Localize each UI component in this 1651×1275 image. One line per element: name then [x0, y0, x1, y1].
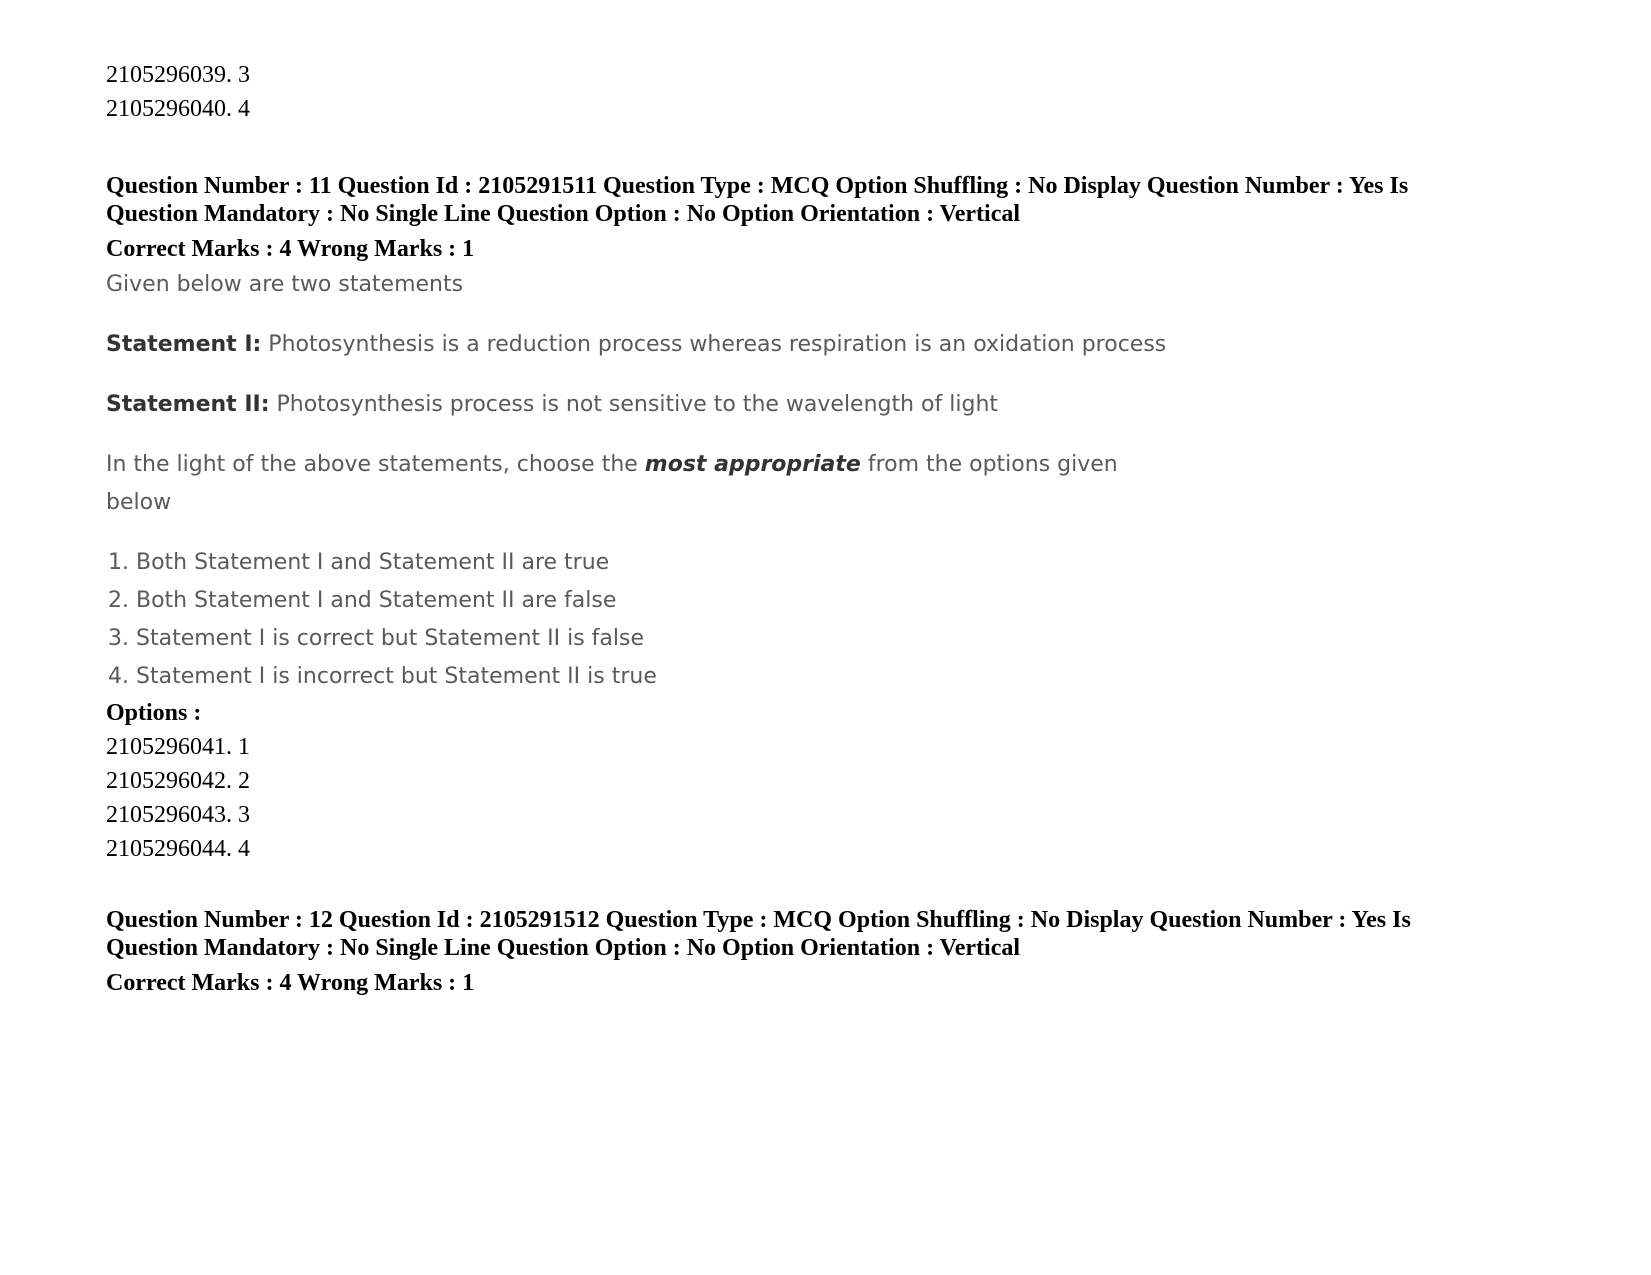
question-intro: Given below are two statements [106, 272, 464, 297]
options-list [106, 730, 1546, 866]
question-meta: Question Number : 11 Question Id : 2105291511 Question Type : MCQ Option Shuffling : No Display Question Number : Yes Is [106, 173, 1409, 199]
option-line: 2105296039. 3 [106, 62, 250, 88]
statement-1-label: Statement I: [106, 332, 262, 357]
answer-choice: 4. Statement I is incorrect but Statement II is true [136, 658, 1546, 696]
instruction-emphasis: most appropriate [644, 452, 861, 477]
option-line: 2105296042. 2 [106, 768, 250, 794]
answer-choice: 2. Both Statement I and Statement II are false [136, 582, 1546, 620]
question-meta: Question Mandatory : No Single Line Question Option : No Option Orientation : Vertical [106, 201, 1021, 227]
answer-choice: 1. Both Statement I and Statement II are true [136, 544, 1546, 582]
statement-2-text: Photosynthesis process is not sensitive to the wavelength of light [269, 392, 999, 417]
document-page [106, 58, 1546, 1000]
answer-choice: 3. Statement I is correct but Statement II is false [136, 620, 1546, 658]
statement-2-label: Statement II: [106, 392, 270, 417]
options-label: Options : [106, 700, 202, 726]
option-line: 2105296043. 3 [106, 802, 250, 828]
question-instruction-continued: below [106, 490, 172, 515]
question-12 [106, 906, 1546, 1000]
question-meta: Question Number : 12 Question Id : 2105291512 Question Type : MCQ Option Shuffling : No Display Question Number : Yes Is [106, 907, 1411, 933]
question-11 [106, 172, 1546, 866]
question-marks: Correct Marks : 4 Wrong Marks : 1 [106, 970, 475, 996]
question-body [106, 266, 1546, 696]
question-marks: Correct Marks : 4 Wrong Marks : 1 [106, 236, 475, 262]
option-line: 2105296044. 4 [106, 836, 250, 862]
instruction-text: from the options given [860, 452, 1118, 477]
statement-2 [106, 386, 1546, 424]
statement-1-text: Photosynthesis is a reduction process whereas respiration is an oxidation process [261, 332, 1167, 357]
question-meta: Question Mandatory : No Single Line Question Option : No Option Orientation : Vertical [106, 935, 1021, 961]
option-line: 2105296041. 1 [106, 734, 250, 760]
previous-options-list [106, 58, 1546, 126]
statement-1 [106, 326, 1546, 364]
answer-choices [106, 544, 1546, 696]
option-line: 2105296040. 4 [106, 96, 250, 122]
instruction-text: In the light of the above statements, choose the [106, 452, 645, 477]
question-instruction [106, 446, 1546, 484]
